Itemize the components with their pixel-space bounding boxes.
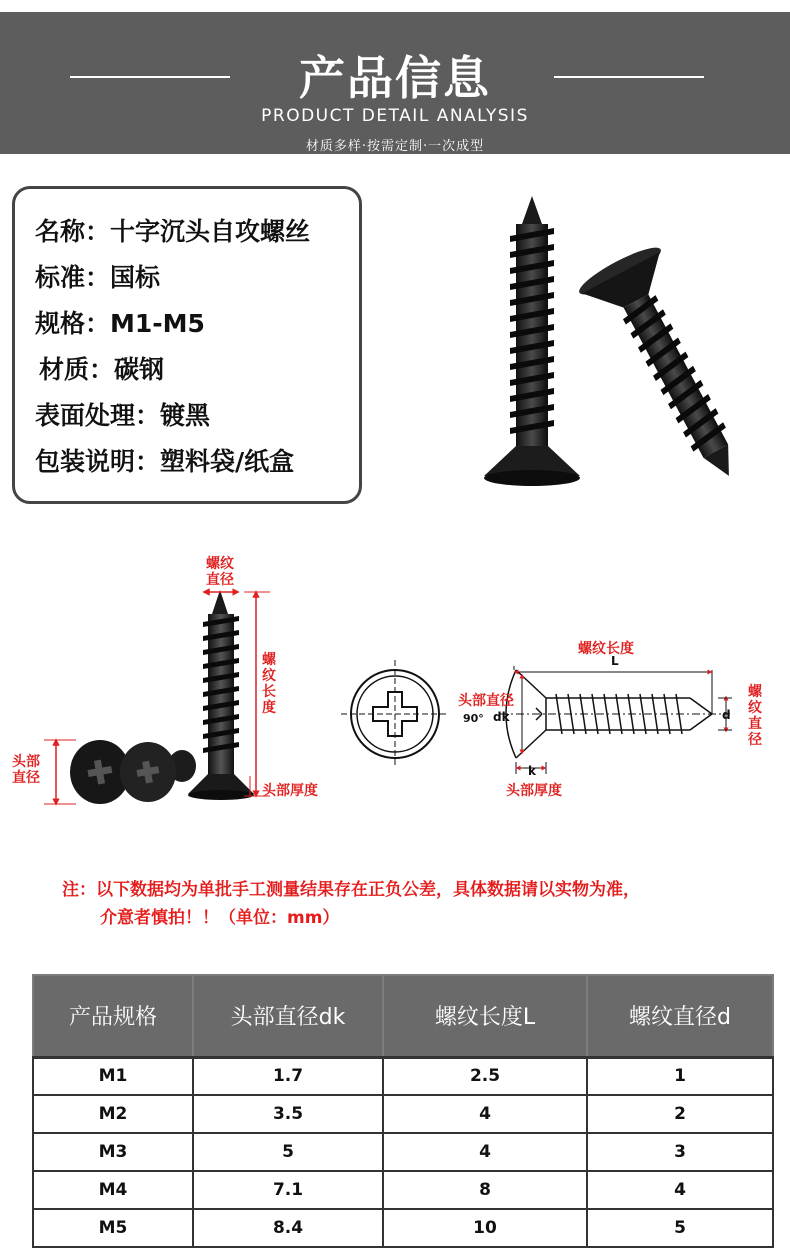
dimension-diagram-svg	[0, 548, 790, 808]
label-k: k	[528, 764, 536, 778]
screw-technical-drawing	[500, 670, 730, 758]
product-photo	[470, 186, 730, 506]
table-cell: 8	[383, 1171, 587, 1209]
info-key: 材质：	[39, 355, 115, 384]
table-header: 头部直径dk	[193, 975, 383, 1057]
label-head-diameter	[12, 754, 40, 786]
table-cell: M2	[33, 1095, 193, 1133]
table-row	[33, 1209, 773, 1247]
label-dk: dk	[493, 710, 510, 724]
label-line: 长	[262, 684, 276, 700]
label-line: 直	[748, 716, 762, 732]
note-line-2: 介意者慎拍！！（单位：mm）	[100, 908, 340, 928]
info-row-standard	[35, 255, 359, 301]
label-line: 度	[262, 700, 276, 716]
table-cell: 5	[587, 1209, 773, 1247]
label-line: 直径	[12, 770, 40, 786]
label-line: 头部	[12, 754, 40, 770]
screw-tilted	[575, 241, 730, 498]
table-cell: M4	[33, 1171, 193, 1209]
label-thread-diameter	[206, 556, 234, 588]
info-key: 标准：	[35, 263, 111, 292]
info-value: 碳钢	[114, 355, 165, 384]
screw-side-view	[188, 590, 254, 800]
label-line: 纹	[748, 700, 762, 716]
table-header-row	[33, 975, 773, 1057]
label-head-thickness-right: 头部厚度	[506, 783, 562, 799]
table-cell: 2.5	[383, 1057, 587, 1095]
page-subtitle-cn: 材质多样·按需定制·一次成型	[305, 139, 485, 154]
info-key: 规格：	[35, 309, 111, 338]
table-header: 产品规格	[33, 975, 193, 1057]
spec-table	[32, 974, 774, 1248]
label-thread-diameter-right	[748, 684, 762, 748]
table-header: 螺纹直径d	[587, 975, 773, 1057]
page-subtitle-en: PRODUCT DETAIL ANALYSIS	[261, 106, 529, 126]
info-value: M1-M5	[110, 309, 205, 338]
info-value: 塑料袋/纸盒	[160, 447, 295, 476]
info-value: 十字沉头自攻螺丝	[110, 217, 311, 246]
label-thread-length-right: 螺纹长度	[578, 641, 634, 657]
label-line: 螺纹	[206, 556, 234, 572]
label-line: 螺	[748, 684, 762, 700]
table-row	[33, 1057, 773, 1095]
table-cell: 1	[587, 1057, 773, 1095]
info-key: 表面处理：	[35, 401, 161, 430]
table-cell: 4	[383, 1095, 587, 1133]
info-row-name	[35, 209, 359, 255]
table-cell: M3	[33, 1133, 193, 1171]
label-line: 直径	[206, 572, 234, 588]
label-angle: 90°	[463, 712, 484, 725]
table-row	[33, 1095, 773, 1133]
info-row-packaging	[35, 439, 359, 485]
table-cell: 4	[587, 1171, 773, 1209]
label-thread-length	[262, 652, 276, 716]
measurement-note	[62, 876, 782, 932]
info-row-spec	[35, 301, 359, 347]
table-cell: M5	[33, 1209, 193, 1247]
info-value: 国标	[110, 263, 161, 292]
table-row	[33, 1133, 773, 1171]
table-cell: 8.4	[193, 1209, 383, 1247]
screw-upright	[484, 196, 580, 486]
table-cell: 7.1	[193, 1171, 383, 1209]
info-key: 名称：	[35, 217, 111, 246]
label-L: L	[611, 654, 619, 668]
table-cell: 3.5	[193, 1095, 383, 1133]
page-title: 产品信息	[299, 51, 491, 105]
table-cell: M1	[33, 1057, 193, 1095]
info-row-material	[35, 347, 359, 393]
label-line: 纹	[262, 668, 276, 684]
label-head-thickness: 头部厚度	[262, 783, 318, 799]
info-key: 包装说明：	[35, 447, 161, 476]
table-cell: 1.7	[193, 1057, 383, 1095]
head-top-view	[341, 660, 449, 768]
header-banner	[0, 12, 790, 154]
label-d: d	[722, 708, 731, 722]
screw-heads	[70, 740, 196, 804]
label-line: 螺	[262, 652, 276, 668]
info-row-surface	[35, 393, 359, 439]
table-cell: 10	[383, 1209, 587, 1247]
note-line-1: 注：以下数据均为单批手工测量结果存在正负公差，具体数据请以实物为准，	[62, 880, 640, 900]
table-cell: 2	[587, 1095, 773, 1133]
table-cell: 3	[587, 1133, 773, 1171]
info-value: 镀黑	[160, 401, 211, 430]
table-cell: 5	[193, 1133, 383, 1171]
label-head-diameter-right: 头部直径	[458, 693, 514, 709]
table-header: 螺纹长度L	[383, 975, 587, 1057]
table-row	[33, 1171, 773, 1209]
dimension-diagram	[0, 548, 790, 808]
product-info-card	[12, 186, 362, 504]
table-cell: 4	[383, 1133, 587, 1171]
label-line: 径	[748, 732, 762, 748]
